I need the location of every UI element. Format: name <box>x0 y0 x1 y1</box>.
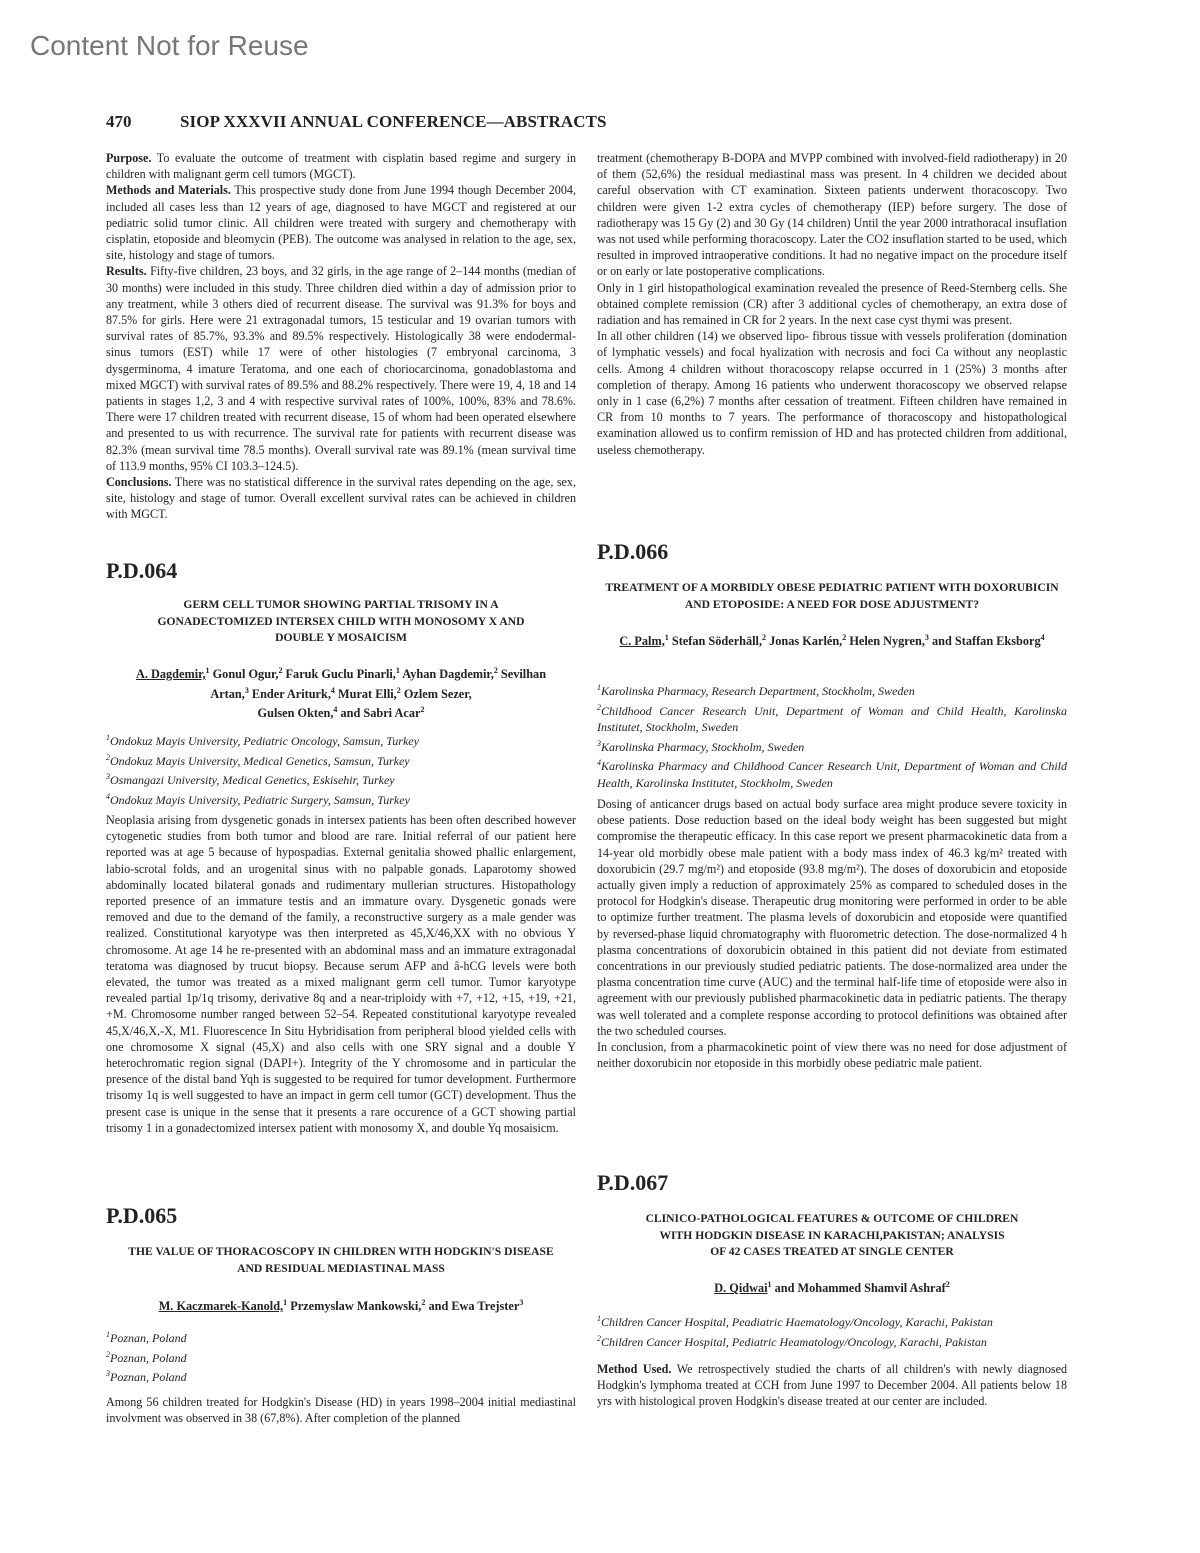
affil-text: Children Cancer Hospital, Peadiatric Haematology/Oncology, Karachi, Pakistan <box>601 1315 993 1329</box>
author: Przemyslaw Mankowski, <box>290 1299 422 1314</box>
title-line: WITH HODGKIN DISEASE IN KARACHI,PAKISTAN; ANALYSIS <box>659 1228 1005 1242</box>
affiliations <box>106 1327 576 1386</box>
affil-text: Childhood Cancer Research Unit, Department of Woman and Child Health, Karolinska Institutet, Stockholm, Sweden <box>597 703 1067 735</box>
author: Gonul Ogur, <box>212 667 279 682</box>
affiliation <box>106 1366 576 1386</box>
affiliation <box>106 1347 576 1367</box>
author-sup: 2 <box>493 666 498 675</box>
author: and Sabri Acar <box>340 706 421 721</box>
body-paragraph: treatment (chemotherapy B-DOPA and MVPP combined with involved-field radiotherapy) in 20 of them (52,6%) the residual mediastinal mass was present. In 4 children we decided about careful observation with CT examination. Sixteen patients underwent thoracoscopy. Two children were given 1-2 extra cycles of chemotherapy (IEP) before surgery. The dose of radiotherapy was 15 Gy (2) and 30 Gy (14 children) Until the year 2000 intrathoracal insuflation was not used while performing thoracoscopy. Later the CO2 insuflation started to be used, which resulted in improved intraoperative conditions. It had no negative impact on the procedure itself or on early or late postoperative complications. <box>597 151 1067 279</box>
author-sup: 2 <box>842 633 847 642</box>
affil-sup: 2 <box>597 1333 601 1343</box>
author: Helen Nygren, <box>849 634 925 649</box>
affil-sup: 4 <box>106 791 110 801</box>
author-sup: 2 <box>762 633 767 642</box>
author-sup: 1 <box>205 666 210 675</box>
author: Gulsen Okten, <box>257 706 334 721</box>
title-line: CLINICO-PATHOLOGICAL FEATURES & OUTCOME OF CHILDREN <box>645 1212 1019 1225</box>
author-sup: 1 <box>395 666 400 675</box>
paragraph-methods <box>106 182 576 263</box>
abstract-title: THE VALUE OF THORACOSCOPY IN CHILDREN WITH HODGKIN'S DISEASE AND RESIDUAL MEDIASTINAL MASS <box>128 1245 554 1275</box>
affiliation <box>106 750 576 770</box>
affiliations <box>597 1311 1067 1350</box>
lead: Methods and Materials. <box>106 183 231 198</box>
author-sup: 4 <box>333 705 338 715</box>
lead: Method Used. <box>597 1362 672 1376</box>
author-sup: 1 <box>283 1298 288 1307</box>
abstract-title <box>597 1211 1067 1261</box>
affil-text: Osmangazi University, Medical Genetics, Eskisehir, Turkey <box>110 773 395 788</box>
author: and Staffan Eksborg <box>932 634 1041 649</box>
affil-sup: 3 <box>106 772 110 782</box>
author: and Ewa Trejster <box>428 1299 520 1314</box>
affil-text: Karolinska Pharmacy, Research Department, Stockholm, Sweden <box>601 684 915 698</box>
author-sup: 1 <box>664 633 669 642</box>
author-sup: 2 <box>945 1280 950 1289</box>
affil-text: Poznan, Poland <box>110 1350 187 1365</box>
abstract-body <box>106 812 576 1136</box>
author-presenting: D. Qidwai <box>714 1281 768 1296</box>
affil-text: Poznan, Poland <box>110 1370 187 1385</box>
abstract-body <box>597 1361 1067 1410</box>
author-sup: 3 <box>519 1298 524 1307</box>
affiliations <box>106 730 576 808</box>
abstract-code: P.D.064 <box>106 558 178 583</box>
author-list <box>597 630 1067 650</box>
affil-text: Poznan, Poland <box>110 1331 187 1345</box>
title-line: OF 42 CASES TREATED AT SINGLE CENTER <box>710 1245 954 1258</box>
author-sup: 2 <box>420 705 425 715</box>
affil-text: Karolinska Pharmacy, Stockholm, Sweden <box>601 739 805 754</box>
author: Sevilhan Artan, <box>210 667 547 701</box>
author-sup: 3 <box>924 633 929 642</box>
text: This prospective study done from June 1994 though December 2004, included all cases less than 12 years of age, diagnosed to have MGCT and registered at our pediatric solid tumor clinic. All children were treated with surgery and chemotherapy with cisplatin, etoposide and bleomycin (PEB). The outcome was analysed in relation to the age, sex, site, histology and stage of tumors. <box>106 183 576 263</box>
affil-text: Children Cancer Hospital, Pediatric Heamatology/Oncology, Karachi, Pakistan <box>601 1334 987 1349</box>
affil-text: Ondokuz Mayis University, Pediatric Oncology, Samsun, Turkey <box>110 734 419 748</box>
author-sup: 3 <box>244 685 249 695</box>
affiliation <box>106 730 576 750</box>
body-paragraph: Dosing of anticancer drugs based on actual body surface area might produce severe toxicity in obese patients. Dose reduction based on the ideal body weight has been suggested but might compromise the therapeutic efficacy. In this case report we present pharmacokinetic data from a 14-year old morbidly obese male patient with a body mass index of 46.3 kg/m² treated with doxorubicin (29.7 mg/m²) and etoposide (93.8 mg/m²). The doses of doxorubicin and etoposide actually given imply a reduction of approximately 25% as compared to scheduled doses in the protocol for Hodgkin's disease. Therapeutic drug monitoring were performed in order to be able to optimize further treatment. The plasma levels of doxorubicin and etoposide were quantified by reversed-phase liquid chromatography with fluorometric detection. The dose-normalized 4 h plasma concentrations of doxorubicin obtained in this patient did not deviate from estimated concentrations in our previously studied pediatric patients. The dose-normalized area under the plasma concentration time curve (AUC) and the terminal half-life time of etoposide were also in agreement with our previously published pharmacokinetic data in pediatric patients. The therapy was well tolerated and a complete response according to protocol definitions was obtained after the two scheduled courses. <box>597 797 1067 1038</box>
author-list <box>597 1277 1067 1297</box>
affil-sup: 2 <box>106 752 110 762</box>
text: Fifty-five children, 23 boys, and 32 girls, in the age range of 2–144 months (median of 30 months) were included in this study. Three children died within a day of admission prior to any treatment, while 3 others died of recurrent disease. The survival was 91.3% for boys and 87.5% for girls. Here were 21 extragonadal tumors, 15 testicular and 19 ovarian tumors with survival rates of 85.7%, 93.3% and 89.5% respectively. Histologically 38 were endodermal-sinus tumors (EST) while 17 were of other histologies (7 embryonal carcinoma, 3 dysgerminoma, 4 imature Teratoma, and one each of choriocarcinoma, gonadoblastoma and mixed MGCT) with survival rates of 89.5% and 88.2% respectively. There were 19, 4, 18 and 14 patients in stages 1,2, 3 and 4 with respective survival rates of 100%, 100%, 83% and 78.6%. There were 17 children treated with recurrent disease, 15 of whom had been operated elsewhere and presented to us with recurrence. The survival rate for patients with recurrent disease was 82.3% (mean survival time 78.5 months). Overall survival rate was 89.1% (mean survival time of 113.9 months, 95% CI 103.3–124.5). <box>106 264 576 473</box>
affil-sup: 1 <box>106 1330 110 1339</box>
body-paragraph: In conclusion, from a pharmacokinetic point of view there was no need for dose adjustment of neither doxorubicin nor etoposide in this morbidly obese pediatric male patient. <box>597 1040 1067 1071</box>
author-list <box>106 663 576 722</box>
affiliation <box>597 736 1067 756</box>
lead: Purpose. <box>106 151 152 165</box>
body-paragraph: Among 56 children treated for Hodgkin's Disease (HD) in years 1998–2004 initial mediastinal involvment was observed in 38 (67,8%). After completion of the planned <box>106 1395 576 1426</box>
author-sup: 2 <box>278 666 283 675</box>
paragraph-results <box>106 263 576 474</box>
page-number: 470 <box>106 112 132 131</box>
affil-text: Ondokuz Mayis University, Medical Genetics, Samsun, Turkey <box>110 753 410 768</box>
affiliation <box>106 789 576 809</box>
affil-sup: 1 <box>597 1314 601 1323</box>
abstract-body-continued <box>597 150 1067 458</box>
abstract-body <box>597 796 1067 1071</box>
abstract-code: P.D.067 <box>597 1170 669 1195</box>
affil-sup: 3 <box>106 1369 110 1379</box>
affil-sup: 2 <box>597 702 601 712</box>
lead: Results. <box>106 264 147 279</box>
affiliation <box>597 1331 1067 1351</box>
watermark: Content Not for Reuse <box>30 30 309 61</box>
affil-sup: 4 <box>597 758 601 768</box>
author: Murat Elli, <box>338 686 397 701</box>
affiliation <box>106 769 576 789</box>
abstract-title: GERM CELL TUMOR SHOWING PARTIAL TRISOMY IN A GONADECTOMIZED INTERSEX CHILD WITH MONOSOMY X AND DOUBLE Y MOSAICISM <box>157 598 525 644</box>
running-title: SIOP XXXVII ANNUAL CONFERENCE—ABSTRACTS <box>180 112 607 131</box>
author: Ender Ariturk, <box>251 686 331 701</box>
body-paragraph: In all other children (14) we observed lipo- fibrous tissue with vessels proliferation (domination of lymphatic vessels) and focal hyalization with necrosis and foci Ca without any neoplastic cells. Among 4 children without thoracoscopy relapse occurred in 1 (25%) 3 months after completion of therapy. Among 16 patients who underwent thoracoscopy we observed relapse only in 1 case (6,2%) 7 months after cessation of treatment. Fifteen children have remained in CR from 10 months to 7 years. The performance of thoracoscopy and histopathological examination allowed us to confirm remission of HD and has protected children from additional, useless chemotherapy. <box>597 329 1067 457</box>
author: Jonas Karlén, <box>769 634 843 649</box>
body-paragraph: Neoplasia arising from dysgenetic gonads in intersex patients has been often described however cytogenetic studies from both tumor and blood are rare. Initial referral of our patient here reported was at age 5 because of hypospadias. External genitalia showed phallic enlargement, labio-scrotal folds, and an urogenital sinus with no palpable gonads. Laparotomy showed abdominally located bilateral gonads and rudimentary mullerian structures. Histopathology reported presence of an immature testis and an immature ovary. Dysgenetic gonads were removed and due to the demand of the family, a reconstructive surgery as a male gender was realized. Constitutional karyotype was then interpreted as 45,X/46,XX with no obvious Y chromosome. At age 14 he re-presented with an abdominal mass and an immature extragonadal teratoma was diagnosed by trucut biopsy. Because serum AFP and â-hCG levels were both elevated, the tumor was treated as a mixed malignant germ cell tumor. Tumor karyotype revealed partial 1p/1q trisomy, derivative 8q and a near-triploidy with +7, +12, +15, +19, +21, +M. Chromosome number ranged between 52–54. Repeated constitutional karyotype revealed 45,X/46,X,-X, M1. Fluorescence In Situ Hybridisation from peripheral blood yielded cells with one chromosome X signal (45,X) and also cells with one SRY signal and a double Y heterochromatic region signal (DAPI+). Integrity of the Y chromosome and in particular the presence of the distal band Yqh is suggested to be required for tumor development. Furthermore trisomy 1q is well suggested to have an impact in germ cell tumor (GCT) development. Thus the present case is unique in the sense that it presents a rare occurence of a GCT showing partial trisomy 1 in a gonadectomized intersex patient with monosomy X, and double Yq mosaisicm. <box>106 813 576 1135</box>
author-presenting: M. Kaczmarek-Kanold, <box>158 1299 284 1314</box>
author-presenting: C. Palm, <box>619 634 665 649</box>
body-paragraph: Only in 1 girl histopathological examination revealed the presence of Reed-Sternberg cells. She obtained complete remission (CR) after 3 additional cycles of chemotherapy, an extra dose of radiation and has remained in CR for 2 years. In the next case cyst thymi was present. <box>597 280 1067 328</box>
affil-text: Ondokuz Mayis University, Pediatric Surgery, Samsun, Turkey <box>110 792 410 807</box>
affiliation <box>597 1311 1067 1331</box>
author: Ayhan Dagdemir, <box>402 667 494 682</box>
text: There was no statistical difference in the survival rates depending on the age, sex, site, histology and stage of tumor. Overall excellent survival rates can be achieved in children with MGCT. <box>106 475 576 522</box>
abstract-body <box>106 1394 576 1426</box>
author-list <box>106 1295 576 1315</box>
body-paragraph <box>597 1361 1067 1410</box>
author-sup: 1 <box>767 1280 772 1289</box>
author-sup: 4 <box>1040 633 1045 642</box>
paragraph-conclusions <box>106 474 576 523</box>
author-sup: 2 <box>396 685 401 695</box>
affiliation <box>597 700 1067 736</box>
lead: Conclusions. <box>106 475 172 490</box>
text: We retrospectively studied the charts of all children's with newly diagnosed Hodgkin's lymphoma treated at CCH from June 1997 to December 2004. All patients below 18 yrs with histological proven Hodgkin's disease treated at our center are included. <box>597 1362 1068 1409</box>
abstract-title: TREATMENT OF A MORBIDLY OBESE PEDIATRIC PATIENT WITH DOXORUBICIN AND ETOPOSIDE: A NEED FOR DOSE ADJUSTMENT? <box>605 581 1059 611</box>
affiliation <box>597 755 1067 791</box>
author-sup: 2 <box>421 1298 426 1307</box>
affil-text: Karolinska Pharmacy and Childhood Cancer Research Unit, Department of Woman and Child Health, Karolinska Institutet, Stockholm, Sweden <box>597 759 1067 790</box>
author: Stefan Söderhäll, <box>671 634 763 649</box>
text: To evaluate the outcome of treatment with cisplatin based regime and surgery in children with malignant germ cell tumors (MGCT). <box>106 151 576 182</box>
author: Faruk Guclu Pinarli, <box>285 667 396 682</box>
affiliation <box>597 680 1067 700</box>
author-presenting: A. Dagdemir, <box>135 667 206 682</box>
affil-sup: 2 <box>106 1349 110 1359</box>
affil-sup: 1 <box>106 733 110 742</box>
affil-sup: 3 <box>597 738 601 748</box>
author-sup: 4 <box>330 685 335 695</box>
author: Ozlem Sezer, <box>403 686 472 701</box>
abstract-code: P.D.065 <box>106 1203 178 1228</box>
affiliations <box>597 680 1067 792</box>
abstract-code: P.D.066 <box>597 539 669 564</box>
paragraph-purpose <box>106 150 576 182</box>
author: and Mohammed Shamvil Ashraf <box>774 1281 946 1296</box>
affil-sup: 1 <box>597 683 601 692</box>
affiliation <box>106 1327 576 1347</box>
prev-abstract <box>106 150 576 523</box>
